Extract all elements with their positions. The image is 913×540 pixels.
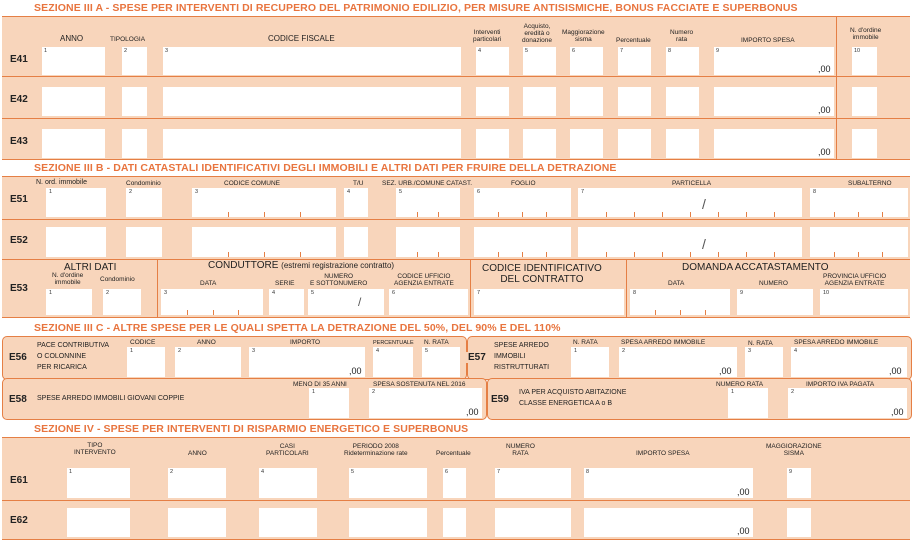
- percentuale-header: Percentuale: [436, 450, 471, 457]
- row-code: E57: [468, 352, 486, 363]
- tipologia-field[interactable]: [122, 129, 147, 158]
- interventi-header: Interventi particolari: [473, 29, 502, 43]
- row-code: E52: [10, 235, 28, 246]
- foglio-field[interactable]: 6: [474, 188, 571, 217]
- domanda-data-field[interactable]: 8: [630, 289, 730, 315]
- ordine-header: N. d'ordine immobile: [52, 272, 84, 286]
- importo-field[interactable]: 3 ,00: [249, 347, 365, 377]
- importo-spesa-field[interactable]: ,00: [714, 87, 834, 116]
- percentuale-field[interactable]: 4: [373, 347, 413, 377]
- domanda-numero-field[interactable]: 9: [737, 289, 813, 315]
- nrata-header: N. RATA: [573, 339, 598, 346]
- sez-header: SEZ. URB./COMUNE CATAST.: [382, 180, 473, 187]
- row-separator: [2, 259, 910, 260]
- codice-id-title: CODICE IDENTIFICATIVO DEL CONTRATTO: [482, 263, 602, 285]
- row-code: E41: [10, 54, 28, 65]
- row-separator: [2, 118, 910, 119]
- tu-field[interactable]: [344, 227, 368, 257]
- provincia-field[interactable]: 10: [820, 289, 908, 315]
- e58-panel: [2, 378, 487, 420]
- e58-description: SPESE ARREDO IMMOBILI GIOVANI COPPIE: [37, 395, 185, 402]
- data-header: DATA: [668, 280, 685, 287]
- sez-field[interactable]: 5: [396, 188, 460, 217]
- maggiorazione-field[interactable]: 6: [570, 47, 603, 75]
- codice-fiscale-header: CODICE FISCALE: [268, 34, 335, 43]
- percentuale-header: Percentuale: [616, 37, 651, 44]
- codice-comune-field[interactable]: [192, 227, 336, 257]
- section-3a-title: SEZIONE III A - SPESE PER INTERVENTI DI RECUPERO DEL PATRIMONIO EDILIZIO, PER MISURE ANTISISMICHE, BONUS FACCIATE E SUPERBONUS: [34, 2, 798, 14]
- maggiorazione-field[interactable]: [787, 508, 811, 537]
- condominio-field[interactable]: 2: [103, 289, 141, 315]
- serie-header: SERIE: [275, 280, 295, 287]
- codice-id-field[interactable]: 7: [474, 289, 624, 315]
- row-code: E53: [10, 283, 28, 294]
- row-code: E59: [491, 394, 509, 405]
- codice-fiscale-field[interactable]: 3: [163, 47, 461, 75]
- subalterno-field[interactable]: [810, 227, 908, 257]
- conduttore-title: CONDUTTORE (estremi registrazione contratto): [208, 260, 395, 271]
- e56-panel: [2, 336, 467, 380]
- row-code: E42: [10, 94, 28, 105]
- row-code: E61: [10, 475, 28, 486]
- group-separator: [157, 259, 158, 317]
- anno-header: ANNO: [60, 34, 84, 43]
- spesa-header: SPESA ARREDO IMMOBILE: [621, 339, 706, 346]
- condominio-field[interactable]: 2: [126, 188, 162, 217]
- tipologia-header: TIPOLOGIA: [110, 36, 146, 43]
- row-code: E58: [9, 394, 27, 405]
- importo-field[interactable]: 2 ,00: [788, 388, 907, 418]
- numero-rata-field[interactable]: [666, 129, 699, 158]
- tipo-intervento-field[interactable]: 1: [67, 468, 130, 498]
- anno-field[interactable]: 2: [168, 468, 226, 498]
- section-3a-panel: [2, 16, 910, 160]
- casi-particolari-field[interactable]: [259, 508, 317, 537]
- importo-spesa-field[interactable]: 8 ,00: [584, 468, 753, 498]
- ordine-immobile-field[interactable]: [852, 129, 877, 158]
- row-code: E62: [10, 515, 28, 526]
- e57-description: SPESE ARREDO IMMOBILI RISTRUTTURATI: [494, 342, 550, 371]
- periodo-field[interactable]: [349, 508, 427, 537]
- nrata-field[interactable]: 1: [728, 388, 768, 418]
- numero-rata-field[interactable]: 7: [495, 468, 571, 498]
- meno-header: MENO DI 35 ANNI: [293, 381, 347, 388]
- codice-fiscale-field[interactable]: [163, 87, 461, 116]
- percentuale-field[interactable]: [618, 129, 651, 158]
- condominio-field[interactable]: [126, 227, 162, 257]
- periodo-field[interactable]: 5: [349, 468, 427, 498]
- e57-panel: [467, 336, 912, 380]
- row-code: E43: [10, 136, 28, 147]
- nrata-field[interactable]: 3: [745, 347, 783, 377]
- section-3b-title: SEZIONE III B - DATI CATASTALI IDENTIFICATIVI DEGLI IMMOBILI E ALTRI DATI PER FRUIRE DELLA DETRAZIONE: [34, 162, 617, 174]
- anno-field[interactable]: 1: [42, 47, 105, 75]
- section-4-panel: [2, 437, 910, 540]
- percentuale-field[interactable]: [618, 87, 651, 116]
- conduttore-data-field[interactable]: 3: [161, 289, 263, 315]
- particella-field[interactable]: 7 /: [578, 188, 802, 217]
- numero-header: NUMERO: [759, 280, 788, 287]
- importo-spesa-field[interactable]: ,00: [584, 508, 753, 537]
- tipologia-field[interactable]: [122, 87, 147, 116]
- acquisto-field[interactable]: [523, 87, 556, 116]
- section-3b-panel: [2, 176, 910, 318]
- acquisto-header: Acquisto, eredità o donazione: [522, 23, 552, 44]
- codice-field[interactable]: 1: [127, 347, 165, 377]
- codice-fiscale-field[interactable]: [163, 129, 461, 158]
- meno-field[interactable]: 1: [309, 388, 349, 418]
- maggiorazione-header: MAGGIORAZIONE SISMA: [766, 443, 822, 457]
- subalterno-header: SUBALTERNO: [848, 180, 892, 187]
- tipologia-field[interactable]: 2: [122, 47, 147, 75]
- importo-spesa-field[interactable]: 9 ,00: [714, 47, 834, 75]
- row-separator: [2, 500, 910, 501]
- acquisto-field[interactable]: [523, 129, 556, 158]
- serie-field[interactable]: 4: [269, 289, 304, 315]
- nrata-field[interactable]: 1: [571, 347, 609, 377]
- numero-rata-field[interactable]: [495, 508, 571, 537]
- spesa-field[interactable]: 2 ,00: [619, 347, 737, 377]
- tipo-intervento-header: TIPO INTERVENTO: [74, 442, 116, 456]
- interventi-field[interactable]: 4: [476, 47, 509, 75]
- anno-field[interactable]: 2: [175, 347, 241, 377]
- interventi-field[interactable]: [476, 129, 509, 158]
- ordine-header: N. ord. immobile: [36, 179, 87, 186]
- ordine-separator: [836, 17, 837, 159]
- maggiorazione-field[interactable]: [570, 87, 603, 116]
- group-separator: [626, 259, 627, 317]
- maggiorazione-field[interactable]: 9: [787, 468, 811, 498]
- section-3c-title: SEZIONE III C - ALTRE SPESE PER LE QUALI SPETTA LA DETRAZIONE DEL 50%, DEL 90% E DEL 110%: [34, 322, 561, 334]
- codice-comune-field[interactable]: 3: [192, 188, 336, 217]
- casi-particolari-field[interactable]: 4: [259, 468, 317, 498]
- importo-header: IMPORTO: [290, 339, 321, 346]
- row-code: E51: [10, 194, 28, 205]
- nrata-header: N. RATA: [748, 340, 773, 347]
- e59-description: IVA PER ACQUISTO ABITAZIONE CLASSE ENERGETICA A o B: [519, 389, 627, 407]
- spesa-header: SPESA ARREDO IMMOBILE: [794, 339, 879, 346]
- anno-header: ANNO: [197, 339, 216, 346]
- section-4-title: SEZIONE IV - SPESE PER INTERVENTI DI RISPARMIO ENERGETICO E SUPERBONUS: [34, 423, 469, 435]
- domanda-title: DOMANDA ACCATASTAMENTO: [682, 262, 829, 273]
- acquisto-field[interactable]: 5: [523, 47, 556, 75]
- percentuale-field[interactable]: 6: [443, 468, 466, 498]
- codice-comune-header: CODICE COMUNE: [224, 180, 280, 187]
- importo-spesa-header: IMPORTO SPESA: [636, 450, 690, 457]
- foglio-field[interactable]: [474, 227, 571, 257]
- data-header: DATA: [200, 280, 217, 287]
- nrata-header: NUMERO RATA: [716, 381, 764, 388]
- subalterno-field[interactable]: 8: [810, 188, 908, 217]
- casi-particolari-header: CASI PARTICOLARI: [266, 443, 309, 457]
- importo-header: IMPORTO IVA PAGATA: [806, 381, 875, 388]
- ordine-field[interactable]: 1: [46, 188, 106, 217]
- row-code: E56: [9, 352, 27, 363]
- codice-header: CODICE: [130, 339, 156, 346]
- tipo-intervento-field[interactable]: [67, 508, 130, 537]
- ufficio-header: CODICE UFFICIO AGENZIA ENTRATE: [394, 273, 454, 287]
- periodo-header: PERIODO 2008 Rideterminazione rate: [344, 443, 408, 457]
- anno-field[interactable]: [42, 87, 105, 116]
- tu-field[interactable]: 4: [344, 188, 368, 217]
- e56-description: PACE CONTRIBUTIVA O COLONNINE PER RICARICA: [37, 342, 110, 371]
- particella-header: PARTICELLA: [672, 180, 712, 187]
- sez-field[interactable]: [396, 227, 460, 257]
- percentuale-field[interactable]: [443, 508, 466, 537]
- ufficio-field[interactable]: 6: [389, 289, 468, 315]
- nrata-field[interactable]: 5: [422, 347, 460, 377]
- importo-spesa-header: IMPORTO SPESA: [741, 37, 795, 44]
- anno-field[interactable]: [42, 129, 105, 158]
- spesa-header: SPESA SOSTENUTA NEL 2016: [373, 381, 466, 388]
- nrata-header: N. RATA: [424, 339, 449, 346]
- condominio-header: Condominio: [126, 180, 161, 187]
- provincia-header: PROVINCIA UFFICIO AGENZIA ENTRATE: [823, 273, 887, 287]
- interventi-field[interactable]: [476, 87, 509, 116]
- numero-rata-header: NUMERO RATA: [506, 443, 535, 457]
- anno-field[interactable]: [168, 508, 226, 537]
- group-separator: [470, 259, 471, 317]
- particella-field[interactable]: /: [578, 227, 802, 257]
- row-separator: [2, 76, 910, 77]
- spesa-field[interactable]: 2 ,00: [369, 388, 482, 418]
- row-separator: [2, 219, 910, 220]
- numero-field[interactable]: 5 /: [308, 289, 384, 315]
- maggiorazione-field[interactable]: [570, 129, 603, 158]
- ordine-immobile-field[interactable]: 10: [852, 47, 877, 75]
- ordine-immobile-header: N. d'ordine immobile: [850, 27, 882, 41]
- e59-panel: [487, 378, 912, 420]
- ordine-field[interactable]: [46, 227, 106, 257]
- foglio-header: FOGLIO: [511, 180, 536, 187]
- ordine-field[interactable]: 1: [46, 289, 92, 315]
- importo-spesa-field[interactable]: ,00: [714, 129, 834, 158]
- numero-rata-header: Numero rata: [670, 29, 694, 43]
- condominio-header: Condominio: [100, 276, 135, 283]
- numero-header: NUMERO E SOTTONUMERO: [310, 273, 368, 287]
- spesa-field[interactable]: 4 ,00: [791, 347, 907, 377]
- altri-dati-title: ALTRI DATI: [64, 262, 117, 273]
- percentuale-field[interactable]: 7: [618, 47, 651, 75]
- tu-header: T/U: [353, 180, 364, 187]
- anno-header: ANNO: [188, 450, 207, 457]
- percentuale-header: PERCENTUALE: [373, 340, 414, 346]
- numero-rata-field[interactable]: [666, 87, 699, 116]
- maggiorazione-header: Maggiorazione sisma: [562, 29, 605, 43]
- numero-rata-field[interactable]: 8: [666, 47, 699, 75]
- ordine-immobile-field[interactable]: [852, 87, 877, 116]
